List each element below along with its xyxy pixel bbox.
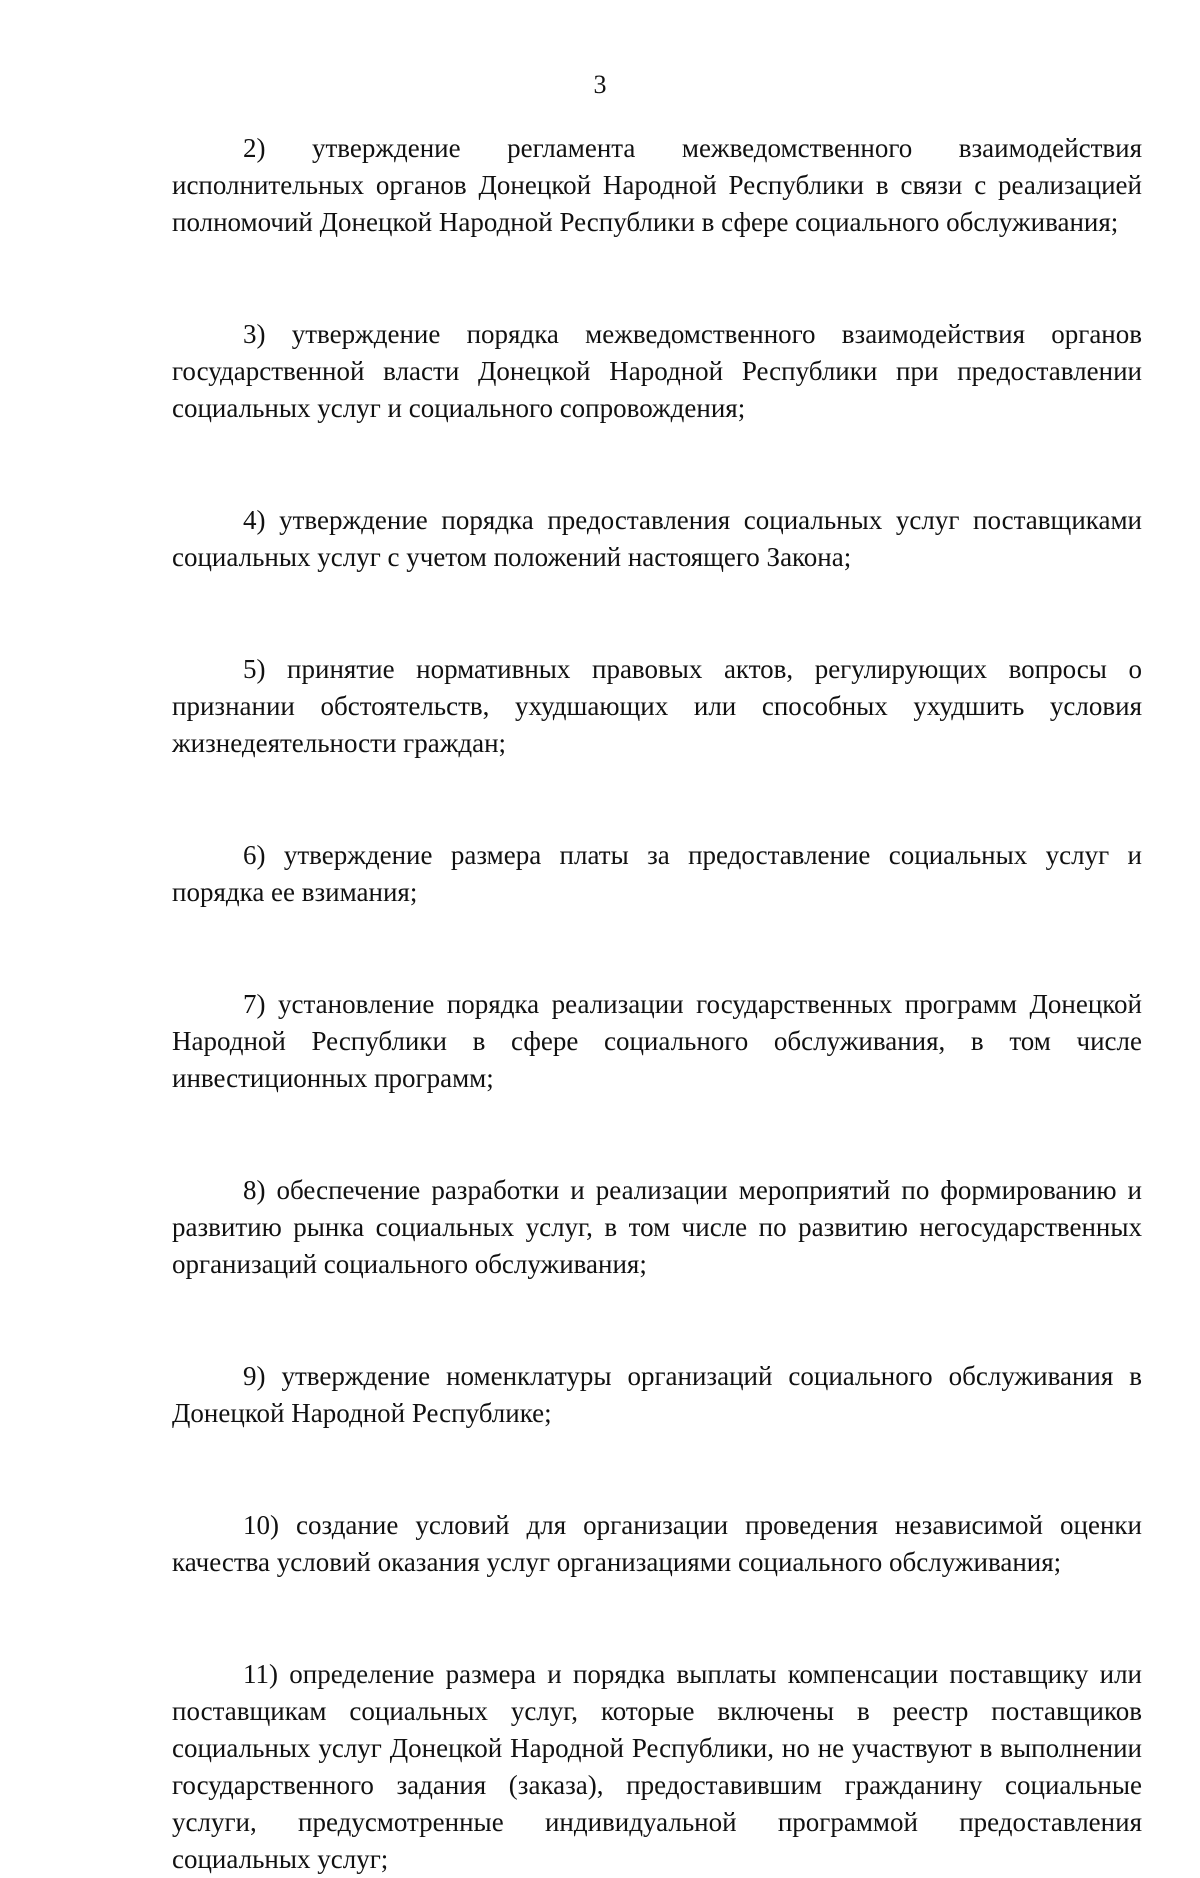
list-item-7: 7) установление порядка реализации государственных программ Донецкой Народной Республики в сфере социального обслуживания, в том числе инвестиционных программ; xyxy=(172,989,1142,1093)
list-item-4: 4) утверждение порядка предоставления социальных услуг поставщиками социальных услуг с учетом положений настоящего Закона; xyxy=(172,505,1142,572)
list-item-5: 5) принятие нормативных правовых актов, регулирующих вопросы о признании обстоятельств, ухудшающих или способных ухудшить условия жизнедеятельности граждан; xyxy=(172,654,1142,758)
list-item-10: 10) создание условий для организации проведения независимой оценки качества условий оказания услуг организациями социального обслуживания; xyxy=(172,1510,1142,1577)
list-item-2: 2) утверждение регламента межведомственного взаимодействия исполнительных органов Донецкой Народной Республики в связи с реализацией полномочий Донецкой Народной Республики в сфере социального обслуживания; xyxy=(172,133,1142,237)
page-number: 3 xyxy=(593,70,607,99)
list-item-11: 11) определение размера и порядка выплаты компенсации поставщику или поставщикам социальных услуг, которые включены в реестр поставщиков социальных услуг Донецкой Народной Республики, но не участвуют в выполнении государственного задания (заказа), предоставившим гражданину социальные услуги, предусмотренные индивидуальной программой предоставления социальных услуг; xyxy=(172,1659,1142,1874)
document-body xyxy=(172,130,1142,1878)
list-item-9: 9) утверждение номенклатуры организаций социального обслуживания в Донецкой Народной Республике; xyxy=(172,1361,1142,1428)
list-item-8: 8) обеспечение разработки и реализации мероприятий по формированию и развитию рынка социальных услуг, в том числе по развитию негосударственных организаций социального обслуживания; xyxy=(172,1175,1142,1279)
list-item-6: 6) утверждение размера платы за предоставление социальных услуг и порядка ее взимания; xyxy=(172,840,1142,907)
list-item-3: 3) утверждение порядка межведомственного взаимодействия органов государственной власти Донецкой Народной Республики при предоставлении социальных услуг и социального сопровождения; xyxy=(172,319,1142,423)
